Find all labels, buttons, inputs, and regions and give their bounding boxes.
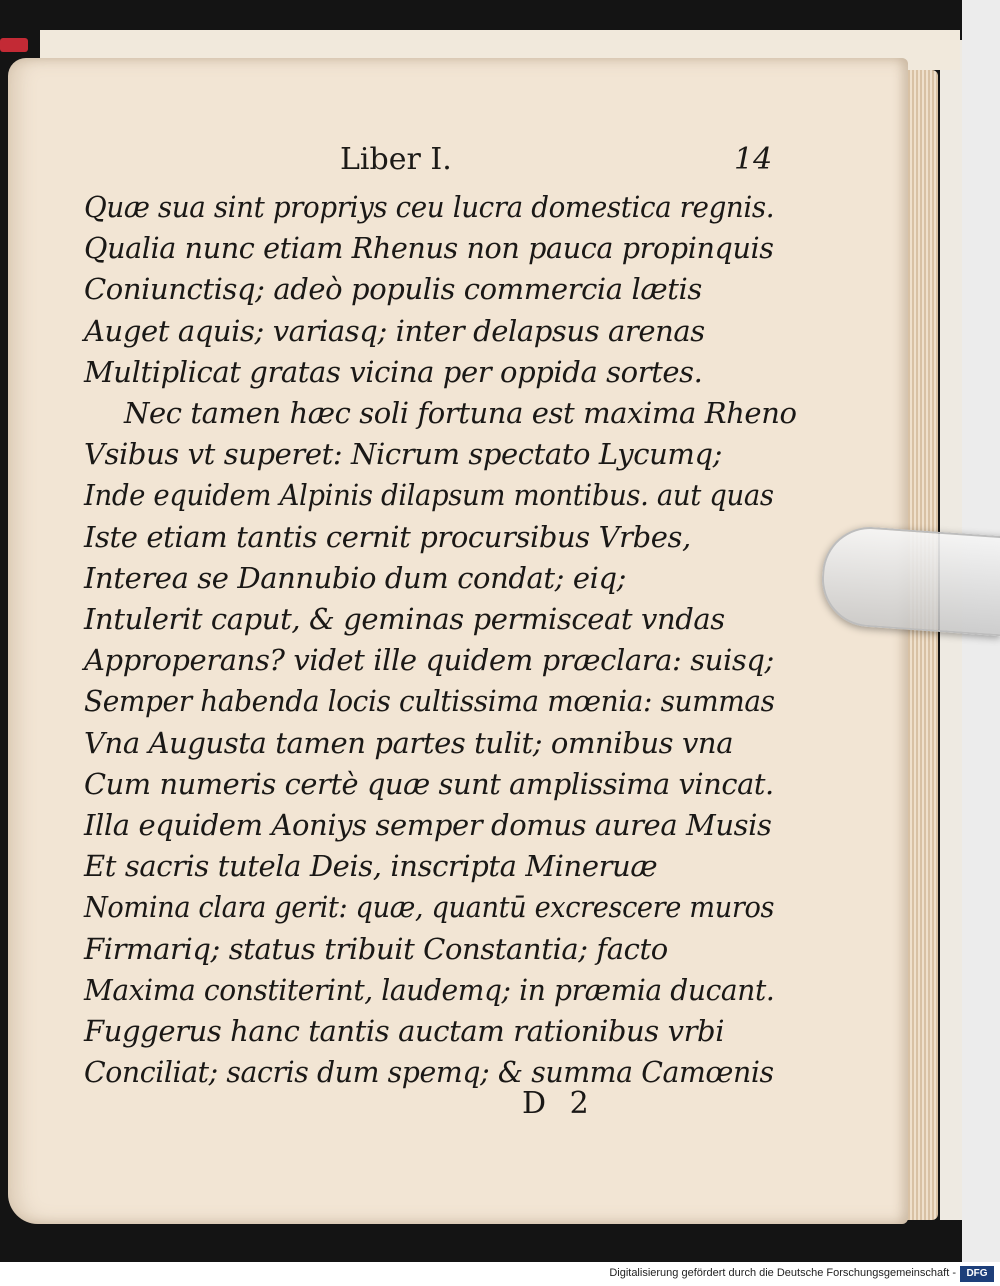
verse-line: Illa equidem Aoniys semper domus aurea Musis [84,808,772,842]
scanner-clip [819,524,1000,636]
signature-mark: D 2 [522,1086,589,1121]
verse-line: Approperans? videt ille quidem præclara: suisq; [84,643,774,678]
verse-line: Vsibus vt superet: Nicrum spectato Lycumq; [84,437,723,472]
verse-line: Quæ sua sint propriys ceu lucra domestica regnis. [84,190,775,224]
verse-line: Conciliat; sacris dum spemq; & summa Camœnis [84,1055,774,1090]
verse-line: Maxima constiterint, laudemq; in præmia ducant. [84,972,775,1007]
verse-line: Iste etiam tantis cernit procursibus Vrbes, [84,519,691,554]
verse-line: Nec tamen hæc soli fortuna est maxima Rheno [124,396,797,430]
verse-line: Cum numeris certè quæ sunt amplissima vincat. [84,766,774,801]
bookmark-ribbon [0,38,28,52]
verse-line: Firmariq; status tribuit Constantia; facto [84,931,668,966]
verse-line: Inde equidem Alpinis dilapsum montibus. aut quas [84,478,774,513]
verse-line: Auget aquis; variasq; inter delapsus arenas [84,313,705,348]
page-number: 14 [734,142,773,177]
verse-line: Qualia nunc etiam Rhenus non pauca propinquis [84,231,774,266]
verse-line: Semper habenda locis cultissima mœnia: summas [84,684,775,719]
verse-line: Multiplicat gratas vicina per oppida sortes. [84,354,703,389]
footer-bar [0,1262,1000,1286]
funding-credit: Digitalisierung gefördert durch die Deutsche Forschungsgemeinschaft - [609,1267,956,1279]
verse-line: Et sacris tutela Deis, inscripta Mineruæ [84,849,658,884]
verse-line: Intulerit caput, & geminas permisceat vndas [84,602,725,636]
verse-line: Vna Augusta tamen partes tulit; omnibus vna [84,725,734,760]
running-title: Liber I. [340,142,452,177]
dfg-logo: DFG [960,1266,994,1282]
verse-line: Nomina clara gerit: quæ, quantū excrescere muros [84,890,775,925]
verse-line: Coniunctisq; adeò populis commercia lætis [84,272,702,307]
verse-line: Interea se Dannubio dum condat; eiq; [84,560,627,595]
verse-line: Fuggerus hanc tantis auctam rationibus vrbi [84,1014,725,1048]
